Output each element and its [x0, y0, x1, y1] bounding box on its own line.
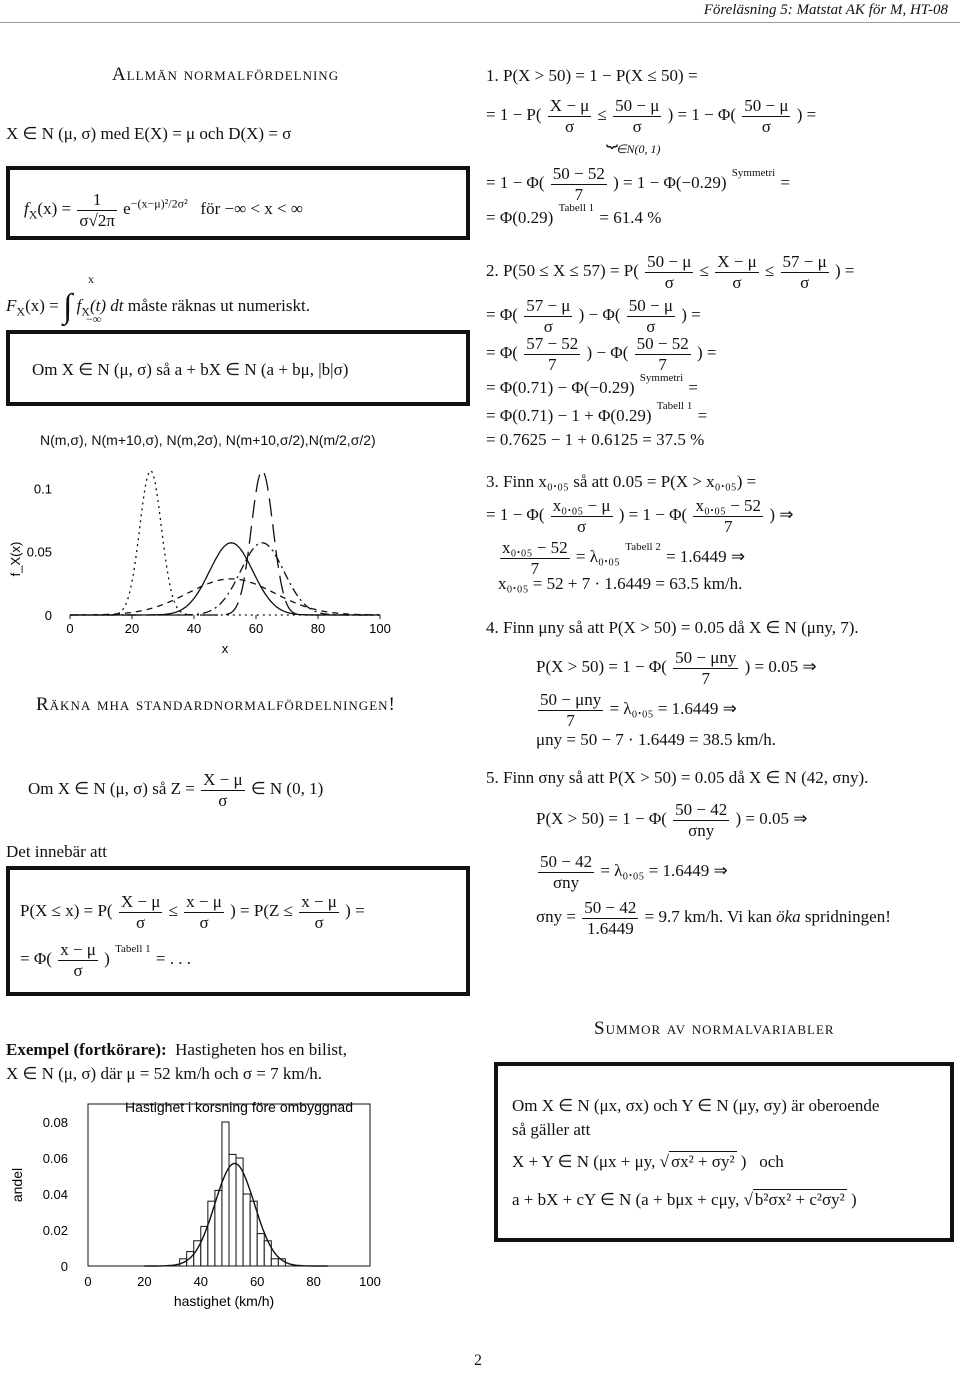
- summor-line-2: så gäller att: [512, 1120, 591, 1139]
- x-tick-label: 60: [248, 621, 264, 636]
- p1-line-3: = 1 − Φ( $\frac{50 - 52}{7}$ ) = 1 − Φ(−0.29) $^{Symmetri}$ =: [486, 164, 791, 204]
- pdf-fraction: $\frac{1}{\sigma√2\pi}$: [79, 190, 115, 230]
- prob-line-1: P(X ≤ x) = P( $\frac{X - \mu}{\sigma}$ ≤ $\frac{x - \mu}{\sigma}$ ) = P(Z ≤ $\frac{x - \mu}{\sigma}$ ) =: [20, 892, 365, 932]
- p2-line-4: = Φ(0.71) − Φ(−0.29) $^{Symmetri}$ =: [486, 372, 698, 397]
- p5-line-4: σny = $\frac{50 - 42}{1.6449}$ = 9.7 km/h. Vi kan öka spridningen!: [536, 898, 891, 938]
- pdf-formula: $f_X(x)$ = $\frac{1}{\sigma√2\pi}$ $e^{-(x-\mu)^2/2\sigma^2}$ för −∞ < x < ∞: [24, 190, 303, 230]
- p5-line-1: 5. Finn σny så att P(X > 50) = 0.05 då X ∈ N (42, σny).: [486, 768, 869, 787]
- x-tick-label: 0: [84, 1274, 92, 1289]
- density-curve-3: [70, 579, 380, 615]
- p4-line-4: μny = 50 − 7 · 1.6449 = 38.5 km/h.: [536, 730, 776, 749]
- p4-line-1: 4. Finn μny så att P(X > 50) = 0.05 då X ∈ N (μny, 7).: [486, 618, 859, 637]
- p2-line-3: = Φ( $\frac{57 - 52}{7}$ ) − Φ( $\frac{50 - 52}{7}$ ) =: [486, 334, 717, 374]
- p5-line-2: P(X > 50) = 1 − Φ( $\frac{50 - 42}{\text{σny}}$ ) = 0.05 ⇒: [536, 800, 808, 840]
- summor-line-3: X + Y ∈ N (μx + μy, √ σx² + σy² ) och: [512, 1152, 784, 1171]
- histogram-bar: [243, 1194, 250, 1266]
- x-tick-label: 80: [310, 621, 326, 636]
- cdf-formula: $F_X(x)$ = ∫ $f_X(t)$ dt måste räknas ut numeriskt.: [6, 288, 310, 325]
- p3-line-1: 3. Finn x₀.₀₅ så att 0.05 = P(X > x₀.₀₅) =: [486, 472, 757, 491]
- x-tick-label: 40: [193, 1274, 209, 1289]
- p3-line-4: x₀.₀₅ = 52 + 7 · 1.6449 = 63.5 km/h.: [498, 574, 743, 593]
- chart-title: Hastighet i korsning före ombyggnad: [124, 1099, 354, 1115]
- density-curve-2: [70, 543, 380, 615]
- definition-line: X ∈ N (μ, σ) med E(X) = μ och D(X) = σ: [6, 124, 292, 143]
- y-tick-label: 0.05: [26, 544, 52, 560]
- density-curve-1: [70, 543, 380, 615]
- p3-line-3: $\frac{\text{x₀.₀₅ − 52}}{7}$ = λ₀.₀₅ $^{Tabell 2}$ = 1.6449 ⇒: [502, 538, 746, 578]
- det-innebar-text: Det innebär att: [6, 842, 108, 861]
- summor-line-1: Om X ∈ N (μx, σx) och Y ∈ N (μy, σy) är oberoende: [512, 1096, 880, 1115]
- histogram-bar: [236, 1158, 243, 1266]
- y-tick-label: 0.06: [42, 1151, 68, 1166]
- p1-line-2: = 1 − P( $\frac{X - \mu}{\sigma}$ ≤ $\frac{50 - \mu}{\sigma}$ ) = 1 − Φ( $\frac{50 - \mu}{\sigma}$ ) =: [486, 96, 817, 136]
- section-title-allman: Allmän normalfördelning: [112, 64, 340, 85]
- p5-line-3: $\frac{50 - 42}{\text{σny}}$ = λ₀.₀₅ = 1.6449 ⇒: [540, 852, 728, 892]
- example-line-2: X ∈ N (μ, σ) där μ = 52 km/h och σ = 7 km/h.: [6, 1064, 323, 1083]
- page-number: 2: [474, 1352, 482, 1369]
- header-title: Föreläsning 5: Matstat AK för M, HT-08: [703, 2, 948, 18]
- underbrace: ⏟: [606, 126, 618, 148]
- x-axis-label: x: [221, 641, 229, 655]
- p2-line-5: = Φ(0.71) − 1 + Φ(0.29) $^{Tabell 1}$ =: [486, 400, 708, 425]
- pdf-box: [6, 166, 470, 240]
- y-tick-label: 0.08: [42, 1115, 68, 1130]
- x-tick-label: 20: [137, 1274, 152, 1289]
- y-tick-label: 0.1: [33, 481, 52, 497]
- density-curve-4: [70, 471, 380, 615]
- y-tick-label: 0: [60, 1259, 68, 1274]
- chart1-label: N(m,σ), N(m+10,σ), N(m,2σ), N(m+10,σ/2),N(m/2,σ/2): [40, 432, 376, 448]
- cdf-upper-limit: x: [88, 272, 94, 286]
- cdf-lower-limit: −∞: [86, 312, 102, 326]
- x-tick-label: 0: [66, 621, 74, 636]
- p2-line-6: = 0.7625 − 1 + 0.6125 = 37.5 %: [486, 430, 705, 449]
- summor-line-4: a + bX + cY ∈ N (a + bμx + cμy, √ b²σx² + c²σy² ): [512, 1190, 857, 1209]
- summor-box: [494, 1062, 954, 1242]
- section-title-summor: Summor av normalvariabler: [594, 1018, 835, 1039]
- probability-box: [6, 866, 470, 996]
- example-line-1: Exempel (fortkörare): Hastigheten hos en bilist,: [6, 1040, 348, 1059]
- x-tick-label: 100: [359, 1274, 381, 1289]
- density-curve-5: [70, 471, 380, 615]
- y-tick-label: 0: [44, 608, 52, 623]
- standardization-line: Om X ∈ N (μ, σ) så Z = $\frac{X - \mu}{\sigma}$ ∈ N (0, 1): [28, 770, 324, 810]
- y-tick-label: 0.04: [42, 1187, 68, 1202]
- p1-underbrace-label: ∈N(0, 1): [616, 142, 661, 156]
- y-tick-label: 0.02: [42, 1223, 68, 1238]
- histogram-bar: [187, 1252, 194, 1266]
- histogram-bar: [229, 1154, 236, 1266]
- p4-line-3: $\frac{\text{50 − μny}}{7}$ = λ₀.₀₅ = 1.6449 ⇒: [540, 690, 737, 730]
- p3-line-2: = 1 − Φ( $\frac{\text{x₀.₀₅ − μ}}{\sigma}$ ) = 1 − Φ( $\frac{\text{x₀.₀₅ − 52}}{7}$ ) ⇒: [486, 496, 794, 536]
- x-tick-label: 60: [249, 1274, 265, 1289]
- p2-line-1: 2. P(50 ≤ X ≤ 57) = P( $\frac{50 - \mu}{\sigma}$ ≤ $\frac{X - \mu}{\sigma}$ ≤ $\frac{57 - \mu}{\sigma}$ ) =: [486, 252, 855, 292]
- histogram-bar: [208, 1201, 215, 1266]
- linear-transform-line: Om X ∈ N (μ, σ) så a + bX ∈ N (a + bμ, |b|σ): [32, 360, 349, 379]
- page-header: [0, 0, 960, 23]
- x-tick-label: 40: [186, 621, 202, 636]
- prob-line-2: = Φ( $\frac{x - \mu}{\sigma}$ ) $^{Tabell 1}$ = . . .: [20, 940, 191, 980]
- y-axis-label: f_X(x): [8, 541, 23, 577]
- x-tick-label: 20: [124, 621, 140, 636]
- histogram-bar: [257, 1234, 264, 1266]
- x-tick-label: 100: [369, 621, 391, 636]
- histogram-bar: [201, 1226, 208, 1266]
- p4-line-2: P(X > 50) = 1 − Φ( $\frac{\text{50 − μny}}{7}$ ) = 0.05 ⇒: [536, 648, 817, 688]
- p2-line-2: = Φ( $\frac{57 - \mu}{\sigma}$ ) − Φ( $\frac{50 - \mu}{\sigma}$ ) =: [486, 296, 701, 336]
- histogram-bar: [271, 1259, 278, 1266]
- linear-box: [6, 330, 470, 406]
- standardization-fraction: $\frac{X - \mu}{\sigma}$: [203, 770, 243, 810]
- normal-densities-chart: [0, 455, 480, 655]
- x-tick-label: 80: [306, 1274, 321, 1289]
- section-title-rakna: Räkna mha standardnormalfördelningen!: [36, 694, 396, 715]
- p1-line-1: 1. P(X > 50) = 1 − P(X ≤ 50) =: [486, 66, 698, 85]
- speed-histogram-chart: [0, 1094, 420, 1319]
- histogram-bar: [222, 1122, 229, 1266]
- y-axis-label: andel: [9, 1167, 25, 1203]
- x-axis-label: hastighet (km/h): [173, 1293, 275, 1309]
- p1-line-4: = Φ(0.29) $^{Tabell 1}$ = 61.4 %: [486, 202, 662, 227]
